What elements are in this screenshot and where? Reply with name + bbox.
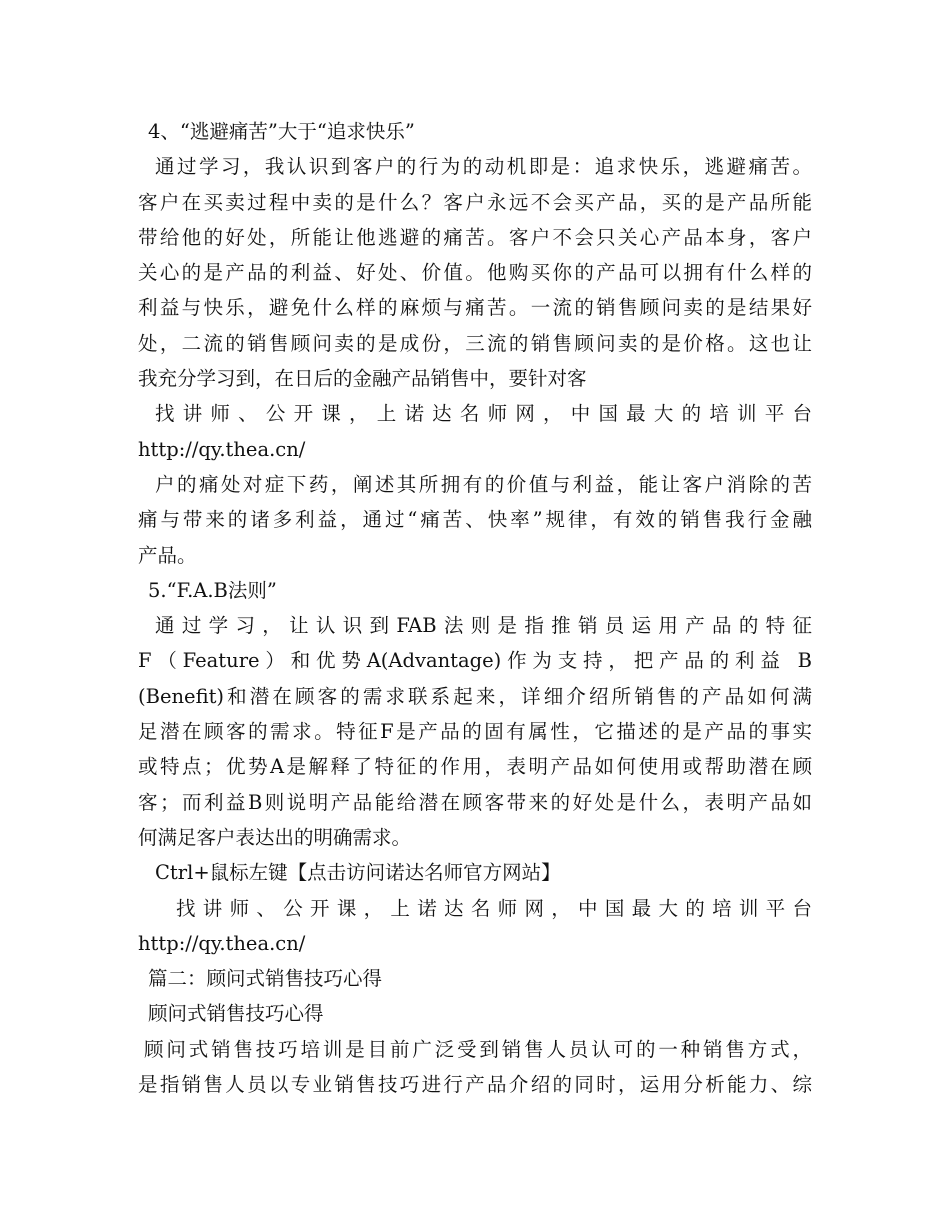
text-line: 5.“F.A.B法则” [148,578,277,602]
text-line: 关心的是产品的利益、好处、价值。他购买你的产品可以拥有什么样的 [138,261,812,285]
text-line: 处，二流的销售顾问卖的是成份，三流的销售顾问卖的是价格。这也让 [138,331,812,355]
text-line: 我充分学习到，在日后的金融产品销售中，要针对客 [138,367,587,391]
text-line: 顾问式销售技巧心得 [148,1002,324,1026]
text-line: 顾问式销售技巧培训是目前广泛受到销售人员认可的一种销售方式， [144,1037,812,1061]
text-line: 痛与带来的诸多利益，通过“痛苦、快率”规律，有效的销售我行金融 [138,508,812,532]
text-line: 4、“逃避痛苦”大于“追求快乐” [148,120,415,143]
text-line: 利益与快乐，避免什么样的麻烦与痛苦。一流的销售顾问卖的是结果好 [138,296,812,320]
text-line: 通过学习，让认识到FAB法则是指推销员运用产品的特征 [155,614,812,638]
text-line: 户的痛处对症下药，阐述其所拥有的价值与利益，能让客户消除的苦 [155,472,812,496]
text-line: Ctrl+鼠标左键【点击访问诺达名师官方网站】 [155,861,561,885]
text-line: 是指销售人员以专业销售技巧进行产品介绍的同时，运用分析能力、综 [138,1073,812,1097]
text-line: F（Feature）和优势A(Advantage)作为支持，把产品的利益 B [138,649,812,673]
text-line: 通过学习，我认识到客户的行为的动机即是：追求快乐，逃避痛苦。 [155,155,812,179]
text-line: 客；而利益B则说明产品能给潜在顾客带来的好处是什么，表明产品如 [138,790,812,814]
text-line: 找讲师、公开课，上诺达名师网，中国最大的培训平台 [155,402,812,426]
text-line: 带给他的好处，所能让他逃避的痛苦。客户不会只关心产品本身，客户 [138,225,812,249]
text-line: http://qy.thea.cn/ [138,437,306,461]
text-line: 或特点；优势A是解释了特征的作用，表明产品如何使用或帮助潜在顾 [138,755,812,779]
text-line: 足潜在顾客的需求。特征F是产品的固有属性，它描述的是产品的事实 [138,720,812,744]
text-line: 客户在买卖过程中卖的是什么？客户永远不会买产品，买的是产品所能 [138,190,812,214]
text-line: (Benefit)和潜在顾客的需求联系起来，详细介绍所销售的产品如何满 [138,684,812,708]
text-line: 产品。 [138,543,197,567]
text-line: 找讲师、公开课，上诺达名师网，中国最大的培训平台 [176,896,812,920]
text-line: 篇二：顾问式销售技巧心得 [148,967,383,991]
text-line: 何满足客户表达出的明确需求。 [138,825,412,849]
document-body [138,114,812,1102]
text-line: http://qy.thea.cn/ [138,931,306,955]
